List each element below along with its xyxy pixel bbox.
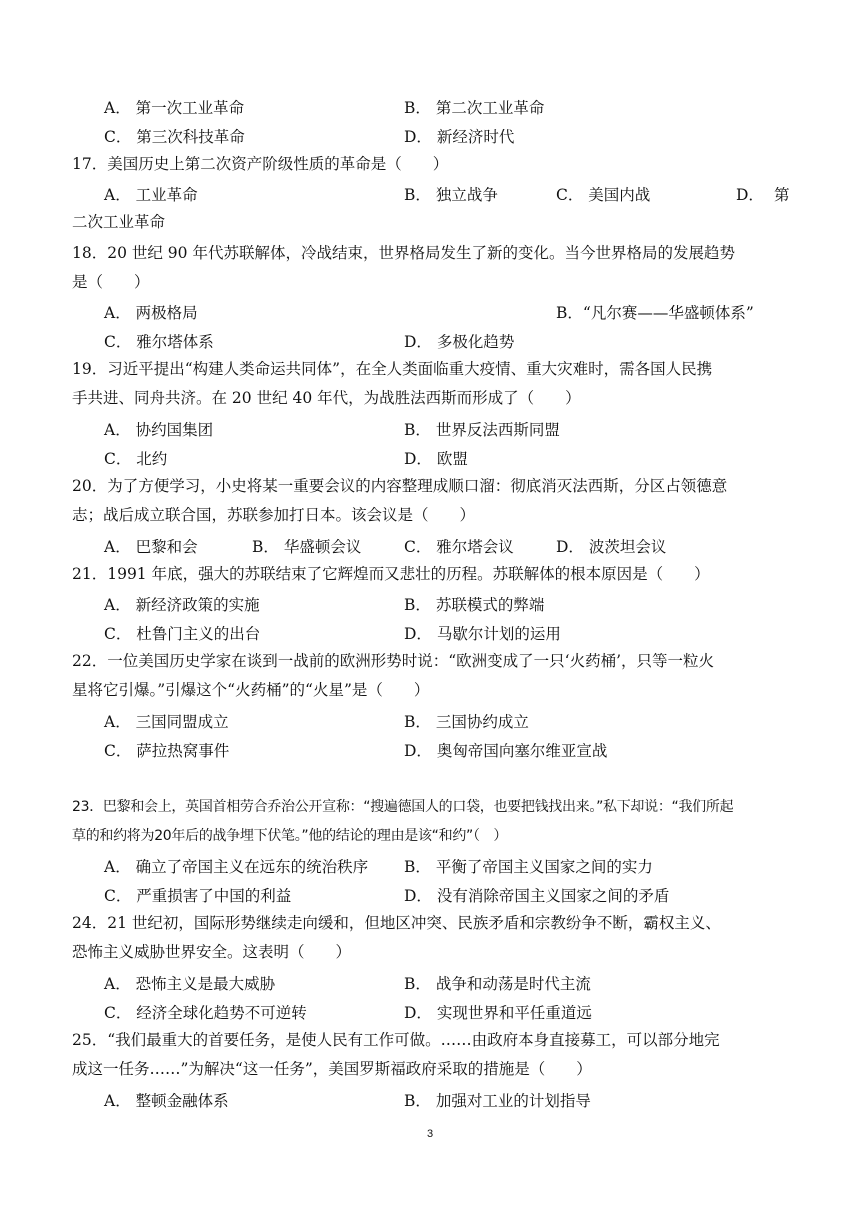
q24-stem-line2: 恐怖主义威胁世界安全。这表明（ ）: [72, 943, 352, 961]
q22-stem-line1: 22．一位美国历史学家在谈到一战前的欧洲形势时说：“欧洲变成了一只‘火药桶’，只等一粒火: [72, 652, 715, 670]
q25-option-a: A． 整顿金融体系: [104, 1092, 229, 1110]
q17-option-a: A． 工业革命: [104, 186, 198, 204]
q17-option-d-prefix: D．: [736, 186, 764, 204]
page-number: 3: [426, 1128, 434, 1140]
q17-option-d-cont: 二次工业革命: [72, 213, 166, 231]
q18-stem-line2: 是（ ）: [72, 273, 150, 291]
q20-option-d: D． 波茨坦会议: [556, 538, 667, 556]
q21-option-b: B． 苏联模式的弊端: [404, 596, 545, 614]
q16-option-d: D． 新经济时代: [404, 128, 515, 146]
q25-option-b: B． 加强对工业的计划指导: [404, 1092, 591, 1110]
q20-option-b: B． 华盛顿会议: [252, 538, 362, 556]
q18-option-c: C． 雅尔塔体系: [104, 333, 214, 351]
q20-option-c: C． 雅尔塔会议: [404, 538, 514, 556]
q20-stem-line2: 志；战后成立联合国，苏联参加打日本。该会议是（ ）: [72, 506, 476, 524]
q23-option-a: A． 确立了帝国主义在远东的统治秩序: [104, 858, 369, 876]
q24-option-d: D． 实现世界和平任重道远: [404, 1004, 592, 1022]
q16-option-a: A． 第一次工业革命: [104, 99, 245, 117]
q25-stem-line1: 25．“我们最重大的首要任务，是使人民有工作可做。……由政府本身直接募工，可以部分地完: [72, 1031, 720, 1049]
q22-option-d: D． 奥匈帝国向塞尔维亚宣战: [404, 742, 608, 760]
q18-option-d: D． 多极化趋势: [404, 333, 515, 351]
q17-option-c: C． 美国内战: [556, 186, 651, 204]
q24-option-c: C． 经济全球化趋势不可逆转: [104, 1004, 307, 1022]
q21-option-d: D． 马歇尔计划的运用: [404, 625, 561, 643]
q19-stem-line2: 手共进、同舟共济。在 20 世纪 40 年代，为战胜法西斯而形成了（ ）: [72, 389, 581, 407]
q17-option-d-start: 第: [774, 186, 790, 204]
q18-stem-line1: 18．20 世纪 90 年代苏联解体，冷战结束，世界格局发生了新的变化。当今世界格局的发展趋势: [72, 244, 735, 262]
q22-option-c: C． 萨拉热窝事件: [104, 742, 230, 760]
q22-stem-line2: 星将它引爆。”引爆这个“火药桶”的“火星”是（ ）: [72, 681, 430, 699]
q23-stem-line1: 23．巴黎和会上，英国首相劳合乔治公开宣称：“搜遍德国人的口袋，也要把钱找出来。”私下却说：“我们所起: [72, 799, 734, 815]
q23-option-b: B． 平衡了帝国主义国家之间的实力: [404, 858, 653, 876]
q21-option-c: C． 杜鲁门主义的出台: [104, 625, 261, 643]
q19-option-d: D． 欧盟: [404, 450, 468, 468]
q24-option-b: B． 战争和动荡是时代主流: [404, 975, 591, 993]
q22-option-a: A． 三国同盟成立: [104, 713, 229, 731]
q18-option-a: A． 两极格局: [104, 304, 198, 322]
q17-stem: 17．美国历史上第二次资产阶级性质的革命是（ ）: [72, 155, 449, 173]
q19-stem-line1: 19．习近平提出“构建人类命运共同体”，在全人类面临重大疫情、重大灾难时，需各国人民携: [72, 360, 713, 378]
q18-option-b: B．“凡尔赛——华盛顿体系”: [556, 304, 754, 322]
q24-stem-line1: 24．21 世纪初，国际形势继续走向缓和，但地区冲突、民族矛盾和宗教纷争不断，霸权主义、: [72, 914, 721, 932]
q24-option-a: A． 恐怖主义是最大威胁: [104, 975, 276, 993]
q16-option-c: C． 第三次科技革命: [104, 128, 245, 146]
q16-option-b: B． 第二次工业革命: [404, 99, 545, 117]
q22-option-b: B． 三国协约成立: [404, 713, 529, 731]
q17-option-b: B． 独立战争: [404, 186, 498, 204]
q19-option-b: B． 世界反法西斯同盟: [404, 421, 560, 439]
q19-option-c: C． 北约: [104, 450, 168, 468]
q19-option-a: A． 协约国集团: [104, 421, 214, 439]
q20-stem-line1: 20．为了方便学习，小史将某一重要会议的内容整理成顺口溜：彻底消灭法西斯，分区占领德意: [72, 477, 728, 495]
q23-option-c: C． 严重损害了中国的利益: [104, 887, 292, 905]
q23-stem-line2: 草的和约将为20年后的战争埋下伏笔。”他的结论的理由是该“和约”（ ）: [72, 828, 508, 844]
q20-option-a: A． 巴黎和会: [104, 538, 198, 556]
q23-option-d: D． 没有消除帝国主义国家之间的矛盾: [404, 887, 670, 905]
q21-stem: 21．1991 年底，强大的苏联结束了它辉煌而又悲壮的历程。苏联解体的根本原因是（ ）: [72, 565, 710, 583]
q25-stem-line2: 成这一任务……”为解决“这一任务”，美国罗斯福政府采取的措施是（ ）: [72, 1060, 592, 1078]
q21-option-a: A． 新经济政策的实施: [104, 596, 260, 614]
